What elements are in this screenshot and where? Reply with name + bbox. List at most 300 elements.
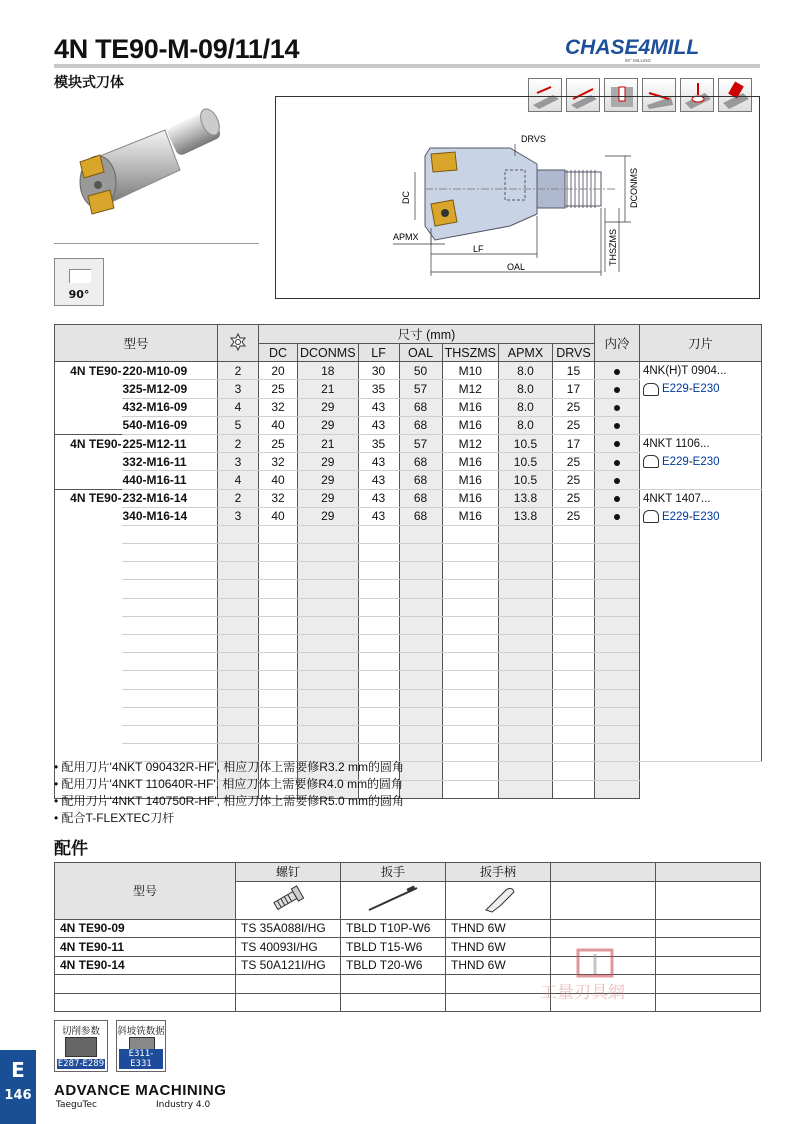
note: • 配用刀片'4NKT 090432R-HF', 相应刀体上需要修R3.2 mm的圆角	[54, 760, 404, 774]
col-dconms: DCONMS	[298, 344, 359, 362]
cell-dc: 25	[259, 380, 298, 398]
footer-brand-tagline: Industry 4.0	[156, 1100, 211, 1110]
model-code: 340-M16-14	[122, 507, 218, 525]
insert-cell	[639, 489, 761, 762]
watermark	[540, 948, 680, 1008]
coolant-dot	[614, 405, 620, 411]
coolant-cell	[594, 507, 639, 525]
catalog-book-icon	[643, 455, 659, 468]
catalog-book-icon	[643, 383, 659, 396]
cell-apmx: 8.0	[498, 398, 552, 416]
model-code	[122, 635, 218, 653]
insert-reference[interactable]	[643, 508, 759, 526]
coolant-cell	[594, 707, 639, 725]
cell-apmx: 8.0	[498, 362, 552, 380]
coolant-cell	[594, 434, 639, 452]
cell-lf	[358, 616, 399, 634]
table-row	[55, 362, 762, 380]
cell-oal	[399, 707, 442, 725]
cell-dconms: 29	[298, 416, 359, 434]
model-prefix	[55, 598, 122, 616]
note: • 配合T-FLEXTEC刀杆	[54, 811, 175, 825]
cell-dconms	[298, 580, 359, 598]
coolant-dot	[614, 441, 620, 447]
coolant-dot	[614, 387, 620, 393]
cell-thszms	[442, 653, 498, 671]
teeth-count	[218, 671, 259, 689]
ref-page-b[interactable]: E230	[692, 455, 720, 468]
acc-wrench	[341, 993, 446, 1012]
acc-screw	[236, 975, 341, 994]
coolant-cell	[594, 398, 639, 416]
notes	[54, 759, 404, 827]
cell-drvs	[552, 671, 594, 689]
header-dimensions: 尺寸 (mm)	[259, 325, 595, 344]
model-prefix	[55, 616, 122, 634]
coolant-cell	[594, 471, 639, 489]
cell-drvs: 15	[552, 362, 594, 380]
model-code: 232-M16-14	[122, 489, 218, 507]
model-code	[122, 689, 218, 707]
cell-oal: 68	[399, 471, 442, 489]
acc-model: 4N TE90-14	[55, 956, 236, 975]
cell-dconms	[298, 671, 359, 689]
cell-lf: 43	[358, 398, 399, 416]
model-prefix	[55, 544, 122, 562]
cell-oal: 68	[399, 489, 442, 507]
col-apmx: APMX	[498, 344, 552, 362]
cell-drvs	[552, 689, 594, 707]
model-code: 540-M16-09	[122, 416, 218, 434]
cell-lf	[358, 544, 399, 562]
coolant-cell	[594, 616, 639, 634]
approach-angle-label: 90°	[68, 288, 90, 301]
cell-lf	[358, 689, 399, 707]
insert-cell	[639, 434, 761, 489]
teeth-count: 3	[218, 453, 259, 471]
cell-lf	[358, 707, 399, 725]
cell-oal	[399, 744, 442, 762]
cell-lf: 35	[358, 434, 399, 452]
acc-wrench: TBLD T10P-W6	[341, 919, 446, 938]
cell-oal	[399, 725, 442, 743]
acc-wrench	[341, 975, 446, 994]
col-thszms: THSZMS	[442, 344, 498, 362]
coolant-cell	[594, 762, 639, 780]
cell-thszms	[442, 780, 498, 798]
teeth-count	[218, 689, 259, 707]
cell-thszms	[442, 671, 498, 689]
cell-drvs	[552, 780, 594, 798]
acc-handle: THND 6W	[446, 938, 551, 957]
watermark-text: 工量刃具網	[540, 983, 625, 1003]
accessories-title: 配件	[54, 839, 88, 859]
cell-dconms	[298, 616, 359, 634]
coolant-cell	[594, 598, 639, 616]
teeth-count	[218, 562, 259, 580]
teeth-count	[218, 525, 259, 543]
label-oal: OAL	[507, 262, 526, 272]
coolant-dot	[614, 514, 620, 520]
wrench-icon	[341, 881, 446, 919]
cell-apmx	[498, 635, 552, 653]
cell-lf	[358, 580, 399, 598]
label-dconms: DCONMS	[629, 168, 639, 208]
teeth-count: 3	[218, 507, 259, 525]
logo-text: CHASE4MILL	[565, 36, 700, 59]
cell-dc	[259, 671, 298, 689]
cell-drvs	[552, 762, 594, 780]
cell-dc: 40	[259, 416, 298, 434]
teeth-count	[218, 544, 259, 562]
cell-thszms	[442, 525, 498, 543]
footer-brand: ADVANCE MACHINING	[54, 1082, 227, 1099]
model-prefix	[55, 453, 122, 471]
dimension-table	[54, 324, 762, 799]
cell-lf	[358, 653, 399, 671]
model-code: 325-M12-09	[122, 380, 218, 398]
coolant-cell	[594, 580, 639, 598]
cell-oal	[399, 780, 442, 798]
cell-lf: 43	[358, 507, 399, 525]
cell-dconms: 29	[298, 398, 359, 416]
cell-oal	[399, 689, 442, 707]
model-code	[122, 580, 218, 598]
cell-drvs	[552, 525, 594, 543]
teeth-count	[218, 616, 259, 634]
cell-apmx	[498, 689, 552, 707]
model-prefix: 4N TE90-	[55, 434, 122, 452]
cell-drvs: 25	[552, 453, 594, 471]
header-insert: 刀片	[639, 325, 761, 362]
model-code	[122, 598, 218, 616]
cell-thszms: M12	[442, 380, 498, 398]
cell-lf	[358, 598, 399, 616]
acc-model: 4N TE90-09	[55, 919, 236, 938]
table-row	[55, 919, 761, 938]
cell-dconms	[298, 598, 359, 616]
teeth-count	[218, 653, 259, 671]
model-code	[122, 562, 218, 580]
cell-lf	[358, 562, 399, 580]
cell-oal	[399, 653, 442, 671]
ramping-data-reference[interactable]	[116, 1020, 166, 1072]
cell-apmx	[498, 562, 552, 580]
ref-page-a[interactable]: E229	[661, 455, 689, 468]
cell-dconms: 29	[298, 453, 359, 471]
note: • 配用刀片'4NKT 110640R-HF', 相应刀体上需要修R4.0 mm的圆角	[54, 777, 404, 791]
label-thszms: THSZMS	[608, 229, 618, 266]
cell-thszms: M16	[442, 453, 498, 471]
acc-empty	[551, 919, 656, 938]
cell-drvs	[552, 562, 594, 580]
cell-thszms	[442, 598, 498, 616]
cell-apmx	[498, 780, 552, 798]
cell-drvs: 17	[552, 380, 594, 398]
model-prefix	[55, 725, 122, 743]
cell-thszms	[442, 762, 498, 780]
cell-dconms: 29	[298, 471, 359, 489]
ref-separator: -	[688, 510, 693, 523]
cell-thszms	[442, 707, 498, 725]
ref-pages: E311-E331	[119, 1049, 163, 1069]
acc-handle: THND 6W	[446, 956, 551, 975]
tool-photo	[70, 100, 230, 235]
insert-reference[interactable]	[643, 380, 759, 398]
cell-oal	[399, 671, 442, 689]
table-row	[55, 489, 762, 507]
coolant-cell	[594, 635, 639, 653]
cell-drvs	[552, 707, 594, 725]
cell-apmx: 10.5	[498, 453, 552, 471]
cell-oal	[399, 580, 442, 598]
cell-oal: 50	[399, 362, 442, 380]
cell-lf: 43	[358, 453, 399, 471]
col-lf: LF	[358, 344, 399, 362]
cell-apmx	[498, 525, 552, 543]
section-letter: E	[11, 1058, 25, 1082]
model-prefix	[55, 562, 122, 580]
cell-dconms: 21	[298, 434, 359, 452]
teeth-count-icon	[218, 325, 259, 362]
ref-page-b[interactable]: E230	[692, 383, 720, 396]
coolant-dot	[614, 478, 620, 484]
cell-thszms: M12	[442, 434, 498, 452]
coolant-cell	[594, 362, 639, 380]
acc-wrench: TBLD T20-W6	[341, 956, 446, 975]
section-tab	[0, 1050, 36, 1124]
coolant-cell	[594, 380, 639, 398]
cell-dconms	[298, 635, 359, 653]
model-prefix	[55, 507, 122, 525]
cell-oal	[399, 544, 442, 562]
model-prefix	[55, 380, 122, 398]
cell-lf: 30	[358, 362, 399, 380]
insert-cell	[639, 362, 761, 435]
col-oal: OAL	[399, 344, 442, 362]
cell-lf: 35	[358, 380, 399, 398]
model-code	[122, 653, 218, 671]
acc-header-screw: 螺钉	[236, 863, 341, 882]
acc-model	[55, 993, 236, 1012]
model-prefix: 4N TE90-	[55, 362, 122, 380]
model-code	[122, 616, 218, 634]
cell-lf: 43	[358, 416, 399, 434]
ref-page-a[interactable]: E229	[661, 383, 689, 396]
ref-title: 切削参数	[61, 1026, 100, 1037]
model-prefix	[55, 671, 122, 689]
cell-thszms: M16	[442, 471, 498, 489]
cell-dconms	[298, 707, 359, 725]
model-code: 432-M16-09	[122, 398, 218, 416]
teeth-count	[218, 598, 259, 616]
model-code	[122, 707, 218, 725]
cell-thszms	[442, 725, 498, 743]
acc-header-wrench: 扳手	[341, 863, 446, 882]
cell-dconms: 21	[298, 380, 359, 398]
cell-drvs: 25	[552, 507, 594, 525]
ref-separator: -	[688, 383, 693, 396]
model-code: 332-M16-11	[122, 453, 218, 471]
acc-screw	[236, 993, 341, 1012]
insert-name: 4NKT 1106...	[642, 437, 710, 450]
cell-apmx	[498, 616, 552, 634]
cell-apmx	[498, 653, 552, 671]
model-code	[122, 725, 218, 743]
screw-icon	[236, 881, 341, 919]
cell-thszms: M16	[442, 489, 498, 507]
coolant-cell	[594, 416, 639, 434]
cell-oal: 68	[399, 453, 442, 471]
ref-separator: -	[688, 455, 693, 468]
insert-reference[interactable]	[643, 453, 759, 471]
label-dc: DC	[401, 191, 411, 204]
cell-drvs	[552, 544, 594, 562]
cell-dc	[259, 598, 298, 616]
cell-apmx: 8.0	[498, 416, 552, 434]
acc-header-handle: 扳手柄	[446, 863, 551, 882]
model-prefix	[55, 707, 122, 725]
cell-dc: 40	[259, 471, 298, 489]
model-code: 225-M12-11	[122, 434, 218, 452]
cell-dc: 32	[259, 453, 298, 471]
cell-dc: 32	[259, 398, 298, 416]
cutting-data-reference[interactable]	[54, 1020, 108, 1072]
teeth-count	[218, 580, 259, 598]
cell-apmx	[498, 671, 552, 689]
cell-drvs: 25	[552, 416, 594, 434]
cell-dc	[259, 707, 298, 725]
teeth-count: 5	[218, 416, 259, 434]
col-drvs: DRVS	[552, 344, 594, 362]
cell-dc: 20	[259, 362, 298, 380]
cell-thszms: M16	[442, 416, 498, 434]
acc-handle	[446, 993, 551, 1012]
cell-thszms	[442, 616, 498, 634]
coolant-dot	[614, 460, 620, 466]
cell-apmx: 10.5	[498, 434, 552, 452]
teeth-count	[218, 707, 259, 725]
cell-apmx: 13.8	[498, 507, 552, 525]
cell-apmx	[498, 580, 552, 598]
coolant-cell	[594, 525, 639, 543]
acc-screw: TS 40093I/HG	[236, 938, 341, 957]
acc-model	[55, 975, 236, 994]
cell-dc: 32	[259, 489, 298, 507]
coolant-cell	[594, 544, 639, 562]
coolant-cell	[594, 744, 639, 762]
cell-dc	[259, 580, 298, 598]
cell-drvs	[552, 653, 594, 671]
coolant-cell	[594, 671, 639, 689]
cell-oal	[399, 762, 442, 780]
cell-apmx: 8.0	[498, 380, 552, 398]
model-code	[122, 671, 218, 689]
cell-drvs: 17	[552, 434, 594, 452]
cell-apmx: 13.8	[498, 489, 552, 507]
model-code	[122, 544, 218, 562]
table-row	[55, 434, 762, 452]
coolant-cell	[594, 689, 639, 707]
page-title: 4N TE90-M-09/11/14	[54, 34, 300, 64]
acc-empty	[656, 919, 761, 938]
cell-oal: 68	[399, 416, 442, 434]
cell-dc	[259, 562, 298, 580]
ref-page-b[interactable]: E230	[692, 510, 720, 523]
cell-lf	[358, 725, 399, 743]
cell-dconms	[298, 562, 359, 580]
dimension-drawing	[275, 96, 760, 299]
logo-tag: 90° MILLING	[625, 58, 652, 63]
cell-drvs	[552, 725, 594, 743]
cell-lf	[358, 635, 399, 653]
label-apmx: APMX	[393, 232, 419, 242]
cell-apmx	[498, 725, 552, 743]
cell-thszms	[442, 744, 498, 762]
coolant-dot	[614, 423, 620, 429]
cell-drvs	[552, 616, 594, 634]
page-number: 146	[4, 1088, 32, 1103]
cell-drvs	[552, 635, 594, 653]
model-code	[122, 525, 218, 543]
model-prefix	[55, 525, 122, 543]
teeth-count: 2	[218, 489, 259, 507]
cell-oal	[399, 635, 442, 653]
cell-dconms	[298, 525, 359, 543]
cell-apmx	[498, 544, 552, 562]
cell-drvs	[552, 580, 594, 598]
model-prefix	[55, 471, 122, 489]
cell-oal	[399, 598, 442, 616]
cell-dconms	[298, 653, 359, 671]
cell-dc	[259, 525, 298, 543]
cutting-data-icon	[65, 1037, 97, 1057]
model-prefix	[55, 689, 122, 707]
cell-dc	[259, 544, 298, 562]
cell-lf: 43	[358, 471, 399, 489]
cell-drvs	[552, 598, 594, 616]
coolant-dot	[614, 496, 620, 502]
coolant-cell	[594, 725, 639, 743]
cell-thszms	[442, 562, 498, 580]
cell-dconms	[298, 725, 359, 743]
cell-apmx	[498, 598, 552, 616]
acc-screw: TS 35A088I/HG	[236, 919, 341, 938]
model-prefix	[55, 580, 122, 598]
cell-dconms: 18	[298, 362, 359, 380]
label-lf: LF	[473, 244, 484, 254]
acc-screw: TS 50A121I/HG	[236, 956, 341, 975]
note: • 配用刀片'4NKT 140750R-HF', 相应刀体上需要修R5.0 mm的圆角	[54, 794, 404, 808]
col-dc: DC	[259, 344, 298, 362]
divider	[54, 243, 259, 244]
cell-thszms: M16	[442, 398, 498, 416]
cell-apmx: 10.5	[498, 471, 552, 489]
acc-header-model: 型号	[55, 863, 236, 920]
cell-dc	[259, 725, 298, 743]
teeth-count: 2	[218, 362, 259, 380]
model-prefix	[55, 653, 122, 671]
footer-brand-sub: TaeguTec	[56, 1100, 97, 1110]
cell-oal: 68	[399, 398, 442, 416]
ref-page-a[interactable]: E229	[661, 510, 689, 523]
coolant-cell	[594, 653, 639, 671]
cell-thszms: M16	[442, 507, 498, 525]
acc-handle: THND 6W	[446, 919, 551, 938]
teeth-count: 4	[218, 471, 259, 489]
header-coolant: 内冷	[594, 325, 639, 362]
model-prefix	[55, 635, 122, 653]
